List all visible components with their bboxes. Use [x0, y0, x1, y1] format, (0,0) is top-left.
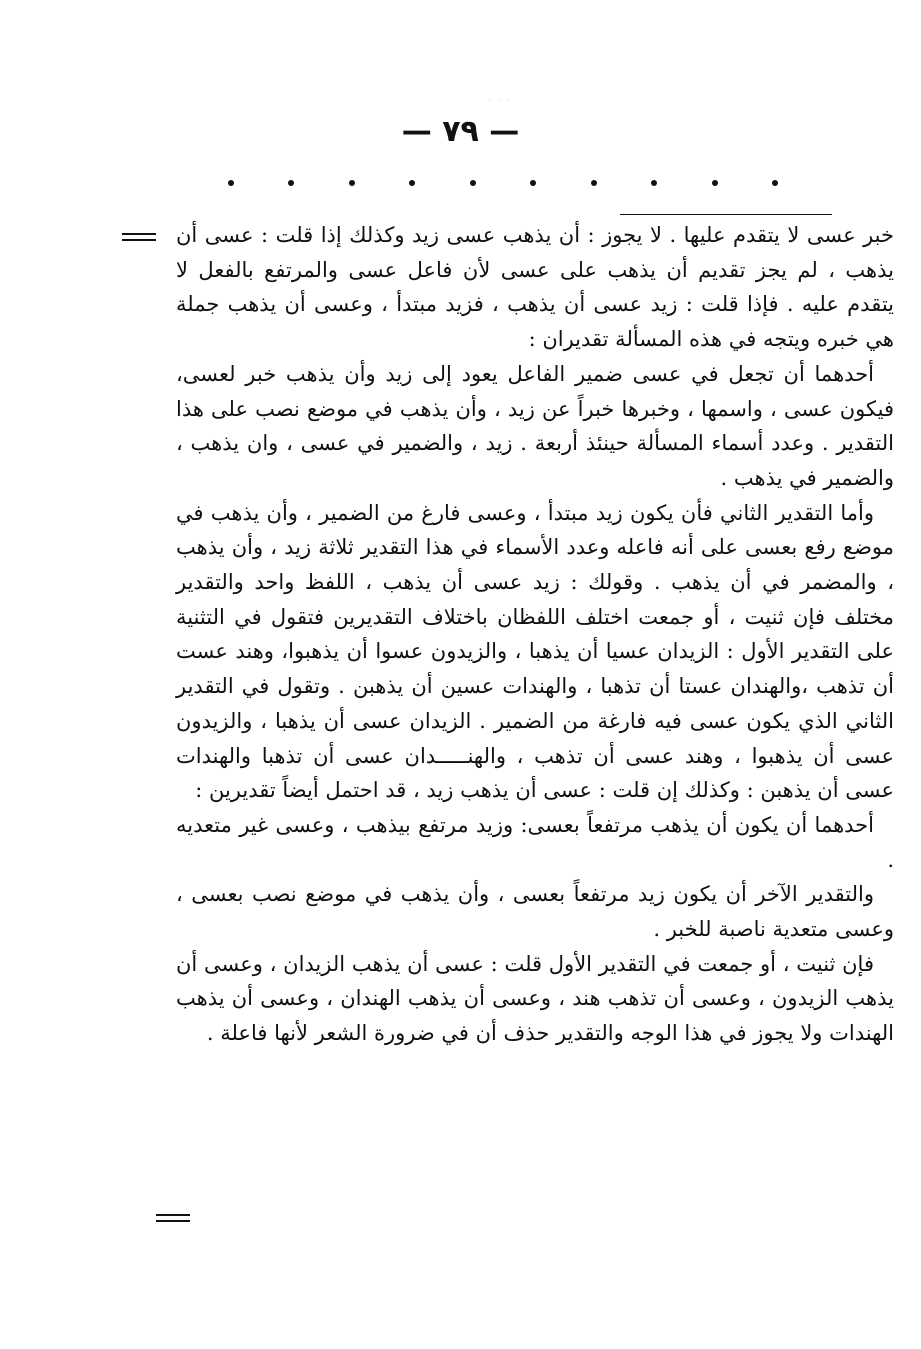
ornament-row — [228, 180, 778, 186]
paragraph-dual-plural-note: فإن ثنيت ، أو جمعت في التقدير الأول قلت : عسى أن يذهب الزيدان ، وعسى أن يذهب الزيدون ، وعسى أن تذهب هند ، وعسى أن يذهب الهندان ، وعسى أن يذهب الهندات ولا يجوز في هذا الوجه والتقدير حذف أن في ضرورة الشعر لأنها فاعلة . — [176, 951, 894, 1046]
continuation-mark — [122, 233, 156, 241]
ornament-dot — [288, 180, 294, 186]
ornament-dot — [712, 180, 718, 186]
ornament-dot — [470, 180, 476, 186]
ornament-dot — [772, 180, 778, 186]
end-mark — [156, 1214, 190, 1222]
ornament-dot — [591, 180, 597, 186]
print-smudge: · · · — [488, 96, 512, 105]
ornament-dot — [530, 180, 536, 186]
ornament-dot — [349, 180, 355, 186]
paragraph-second-estimation: وأما التقدير الثاني فأن يكون زيد مبتدأ ، وعسى فارغ من الضمير ، وأن يذهب في موضع رفع بعسى على أنه فاعله وعدد الأسماء في هذا التقدير ثلاثة زيد ، وأن يذهب ، والمضمر في أن يذهب . وقولك : زيد عسى أن يذهب ، اللفظ واحد والتقدير مختلف فإن ثنيت ، أو جمعت اختلف اللفظان باختلاف التقديرين فتقول في التثنية على التقدير الأول : الزيدان عسيا أن يذهبا ، والزيدون عسوا أن يذهبوا، وهند عست أن تذهب ،والهندان عستا أن تذهبا ، والهندات عسين أن يذهبن . وتقول في التقدير الثاني الذي يكون عسى فيه فارغة من الضمير . الزيدان عسى أن يذهبا ، والزيدون عسى أن يذهبوا ، وهند عسى أن تذهب ، والهنـــــدان عسى أن تذهبا والهندات عسى أن يذهبن : وكذلك إن قلت : عسى أن يذهب زيد ، قد احتمل أيضاً تقديرين : — [176, 500, 894, 803]
paragraph-first-estimation: أحدهما أن تجعل في عسى ضمير الفاعل يعود إلى زيد وأن يذهب خبر لعسى، فيكون عسى ، واسمها ، وخبرها خبراً عن زيد ، وأن يذهب في موضع نصب على هذا التقدير . وعدد أسماء المسألة حينئذ أربعة . زيد ، والضمير في عسى ، وان يذهب ، والضمير في يذهب . — [176, 361, 894, 490]
paragraph-estimation-b: والتقدير الآخر أن يكون زيد مرتفعاً بعسى ، وأن يذهب في موضع نصب بعسى ، وعسى متعدية ناصبة للخبر . — [176, 882, 894, 942]
main-text — [176, 218, 894, 1051]
ornament-dot — [409, 180, 415, 186]
paragraph-footnote-continuation: خبر عسى لا يتقدم عليها . لا يجوز : أن يذهب عسى زيد وكذلك إذا قلت : عسى أن يذهب ، لم يجز تقديم أن يذهب على عسى لأن فاعل عسى والمرتفع بالفعل لا يتقدم عليه . فإذا قلت : زيد عسى أن يذهب ، فزيد مبتدأ ، وعسى أن يذهب جملة هي خبره ويتجه في هذه المسألة تقديران : — [176, 223, 894, 352]
ornament-dot — [228, 180, 234, 186]
page-number: — ٧٩ — — [401, 114, 520, 149]
paragraph-estimation-a: أحدهما أن يكون أن يذهب مرتفعاً بعسى: وزيد مرتفع بيذهب ، وعسى غير متعديه . — [176, 812, 894, 872]
footnote-rule — [620, 214, 832, 215]
ornament-dot — [651, 180, 657, 186]
